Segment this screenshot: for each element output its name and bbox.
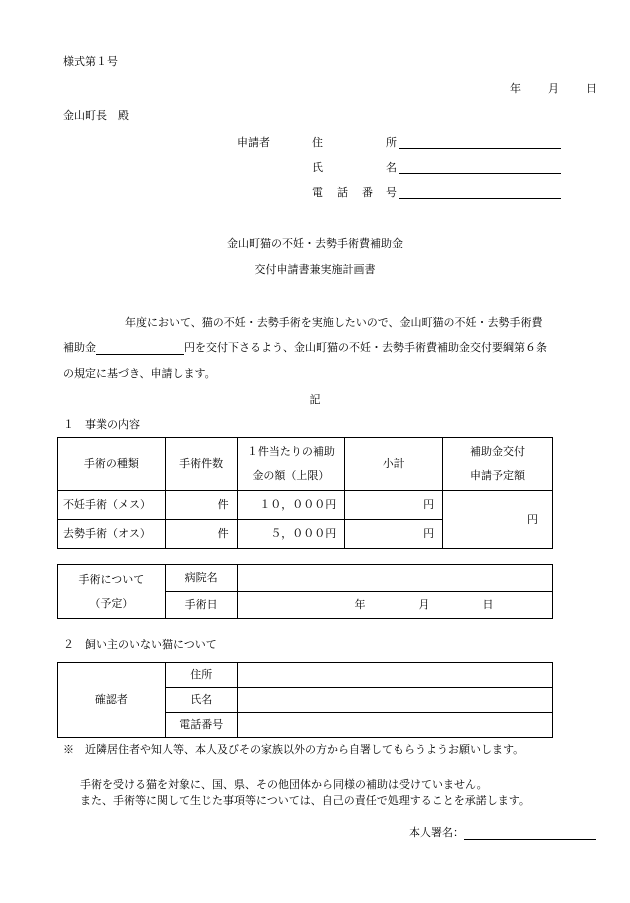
- header-unit-amount: [237, 438, 345, 491]
- address-label-char2: 所: [386, 136, 397, 149]
- surgery-date-label: 手術日: [165, 592, 237, 619]
- address-label-char1: 住: [312, 136, 323, 149]
- confirmer-phone-label: 電話番号: [165, 713, 237, 738]
- form-number: 様式第１号: [63, 55, 118, 68]
- note-text: ※ 近隣居住者や知人等、本人及びその家族以外の方から自署してもらうようお願いします。: [63, 743, 525, 756]
- section1-heading: １ 事業の内容: [63, 418, 140, 431]
- table-row: [58, 491, 553, 520]
- row-unit-amount: ５，０００円: [237, 520, 345, 549]
- surgery-label-line2: （予定）: [89, 596, 134, 610]
- name-label-char2: 名: [386, 161, 397, 174]
- header-unit-amount-line1: １件当たりの補助: [246, 445, 335, 458]
- body-line3: の規定に基づき、申請します。: [63, 367, 216, 380]
- confirmer-address-field[interactable]: [237, 663, 552, 688]
- phone-label-char4: 号: [386, 186, 397, 199]
- phone-label-char3: 番: [362, 186, 373, 199]
- header-unit-amount-line2: 金の額（上限）: [252, 469, 330, 482]
- surgery-label-line1: 手術について: [78, 572, 145, 586]
- signature-label: 本人署名：: [409, 826, 464, 839]
- title-line1: 金山町猫の不妊・去勢手術費補助金: [227, 237, 403, 250]
- surgery-date-month: 月: [418, 598, 430, 611]
- declaration-line2: また、手術等に関して生じた事項等については、自己の責任で処理することを承諾します。: [80, 794, 530, 807]
- title-line2: 交付申請書兼実施計画書: [254, 263, 376, 276]
- surgery-label-cell: [58, 565, 166, 619]
- surgery-date-day: 日: [482, 598, 494, 611]
- body-line2-suffix: 円を交付下さるよう、金山町猫の不妊・去勢手術費補助金交付要綱第６条: [184, 341, 547, 354]
- row-surgery-type: 不妊手術（メス）: [58, 491, 166, 520]
- confirmer-name-label: 氏名: [165, 688, 237, 713]
- date-day-label: 日: [586, 82, 597, 95]
- row-count-cell[interactable]: 件: [165, 491, 237, 520]
- addressee: 金山町長 殿: [63, 109, 129, 122]
- confirmer-table: [57, 662, 553, 738]
- confirmer-phone-field[interactable]: [237, 713, 552, 738]
- confirmer-label: 確認者: [58, 663, 166, 738]
- row-subtotal-cell[interactable]: 円: [345, 491, 443, 520]
- name-label-char1: 氏: [312, 161, 323, 174]
- header-surgery-type: 手術の種類: [58, 438, 166, 491]
- ki-heading: 記: [309, 393, 321, 406]
- header-request-line2: 申請予定額: [470, 469, 526, 482]
- declaration-line1: 手術を受ける猫を対象に、国、県、その他団体から同様の補助は受けていません。: [80, 778, 488, 791]
- header-subtotal: 小計: [345, 438, 443, 491]
- date-month-label: 月: [548, 82, 559, 95]
- hospital-label: 病院名: [165, 565, 237, 592]
- date-year-label: 年: [510, 82, 521, 95]
- row-unit-amount: １０，０００円: [237, 491, 345, 520]
- address-field[interactable]: [399, 136, 561, 149]
- row-surgery-type: 去勢手術（オス）: [58, 520, 166, 549]
- confirmer-name-field[interactable]: [237, 688, 552, 713]
- applicant-label: 申請者: [237, 136, 270, 149]
- business-content-table: [57, 437, 553, 549]
- body-line2-prefix: 補助金: [63, 341, 96, 354]
- surgery-table: [57, 564, 553, 619]
- header-surgery-count: 手術件数: [165, 438, 237, 491]
- phone-label-char2: 話: [337, 186, 348, 199]
- signature-field[interactable]: [464, 827, 596, 840]
- request-amount-cell[interactable]: [443, 491, 553, 549]
- confirmer-address-label: 住所: [165, 663, 237, 688]
- body-line1: 年度において、猫の不妊・去勢手術を実施したいので、金山町猫の不妊・去勢手術費: [125, 316, 543, 329]
- header-request-line1: 補助金交付: [470, 445, 526, 458]
- phone-label-char1: 電: [312, 186, 323, 199]
- phone-field[interactable]: [399, 186, 561, 199]
- hospital-name-field[interactable]: [237, 565, 552, 592]
- name-field[interactable]: [399, 161, 561, 174]
- row-subtotal-cell[interactable]: 円: [345, 520, 443, 549]
- subsidy-amount-field[interactable]: [96, 342, 184, 355]
- row-count-cell[interactable]: 件: [165, 520, 237, 549]
- request-amount-unit: 円: [527, 512, 539, 526]
- section2-heading: ２ 飼い主のいない猫について: [63, 638, 217, 651]
- surgery-date-field[interactable]: [237, 592, 552, 619]
- header-request-amount: [443, 438, 553, 491]
- surgery-date-year: 年: [354, 598, 366, 611]
